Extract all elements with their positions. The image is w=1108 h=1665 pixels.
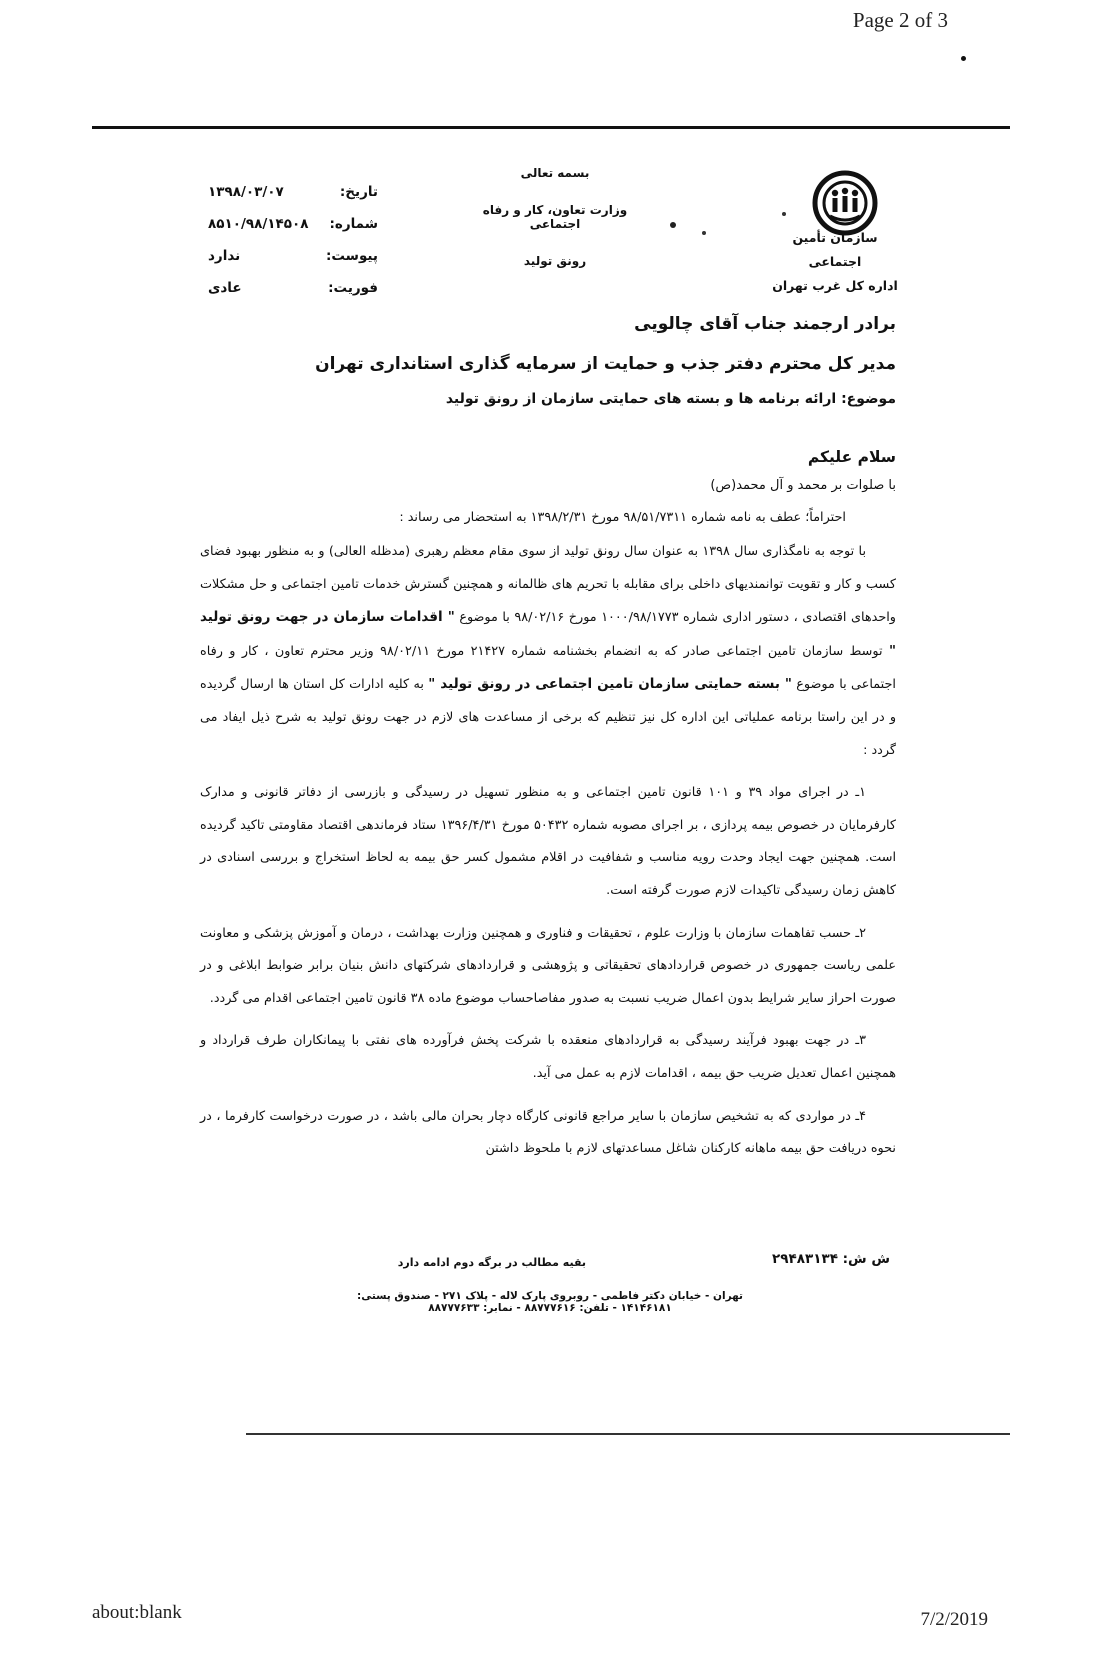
meta-priority-label: فوریت: [328,280,378,296]
basmala: بسمه تعالی [520,166,590,180]
scan-speck [782,212,786,216]
intro-line: احتراماً؛ عطف به نامه شماره ۹۸/۵۱/۷۳۱۱ مورخ ۱۳۹۸/۲/۳۱ به استحضار می رساند : [399,510,846,525]
org-line-2: اداره کل غرب تهران [772,278,898,293]
scan-speck [670,222,676,228]
list-item-2: ۲ـ حسب تفاهمات سازمان با وزارت علوم ، تحقیقات و فناوری و همچنین وزارت بهداشت ، درمان و آموزش پزشکی و معاونت علمی ریاست جمهوری در خصوص قراردادهای تحقیقاتی و پژوهشی و قراردادهای شرکتهای دانش بنیان برابر ضوابط ابلاغی و در صورت احراز سایر شرایط بدون اعمال ضریب نسبت به صدور مفاصاحساب موضوع ماده ۳۸ قانون تامین اجتماعی اقدام می گردد. [200,925,896,1006]
scan-speck [702,231,706,235]
meta-number-label: شماره: [329,216,378,232]
recipient-name: برادر ارجمند جناب آقای چالویی [634,314,896,334]
office-address: تهران - خیابان دکتر فاطمی - روبروی پارک لاله - پلاک ۲۷۱ - صندوق پستی: ۱۴۱۴۶۱۸۱ - تلفن: ۸۸۷۷۷۶۱۶ - نمابر: ۸۸۷۷۷۶۳۳ [357,1290,743,1314]
list-item-1: ۱ـ در اجرای مواد ۳۹ و ۱۰۱ قانون تامین اجتماعی و به منظور تسهیل در رسیدگی و بازرسی از دفاتر قانونی و مدارک کارفرمایان در خصوص بیمه پردازی ، بر اجرای مصوبه شماره ۵۰۴۳۲ مورخ ۱۳۹۶/۴/۳۱ ستاد فرماندهی اقتصاد مقاومتی تاکید گردیده است. همچنین جهت ایجاد وحدت رویه مناسب و شفافیت در اقلام مشمول کسر حق بیمه به لحاظ استخراج و بررسی اسنادی در کاهش زمان رسیدگی تاکیدات لازم صورت گرفته است. [200,785,897,898]
meta-date [208,176,378,208]
print-footer-date: 7/2/2019 [920,1609,988,1630]
meta-number-value: ۸۵۱۰/۹۸/۱۴۵۰۸ [208,216,309,232]
year-motto: رونق تولید [523,254,587,268]
main-paragraph [200,536,896,767]
greeting: سلام علیکم [807,448,896,466]
meta-number [208,208,378,240]
main-paragraph-part-e: به کلیه ادارات کل استان ها ارسال گردیده و در این راستا برنامه عملیاتی این اداره کل نیز تنظیم که برخی از مساعدت های لازم در جهت رونق تولید به شرح ذیل ایفاد می گردد : [200,677,896,758]
meta-priority-value: عادی [208,280,242,296]
meta-date-value: ۱۳۹۸/۰۳/۰۷ [208,184,284,200]
print-footer-url: about:blank [92,1602,182,1623]
organization-name [770,226,900,298]
list-item-4: ۴ـ در مواردی که به تشخیص سازمان با سایر مراجع قانونی کارگاه دچار بحران مالی باشد ، در صورت درخواست کارفرما ، در نحوه دریافت حق بیمه ماهانه کارکنان شاغل مساعدتهای لازم با ملحوظ داشتن [200,1108,896,1157]
list-item-3: ۳ـ در جهت بهبود فرآیند رسیدگی به قراردادهای منعقده با شرکت پخش فرآورده های نفتی با پیمانکاران طرف قرارداد و همچنین اعمال تعدیل ضریب حق بیمه ، اقدامات لازم به عمل می آید. [200,1033,896,1081]
main-paragraph-title-2: " بسته حمایتی سازمان تامین اجتماعی در رونق تولید " [428,676,792,693]
continuation-note: بقیه مطالب در برگه دوم ادامه دارد [397,1256,586,1269]
main-paragraph-part-c: توسط سازمان تامین اجتماعی صادر که به انضمام بخشنامه شماره ۲۱۴۲۷ مورخ ۹۸/۰۲/۱۱ وزیر محترم تعاون ، کار و رفاه اجتماعی با موضوع [200,643,896,693]
main-paragraph-title-1: " اقدامات سازمان در جهت رونق تولید " [200,609,896,659]
meta-attachment-value: ندارد [208,248,241,264]
salavat-line: با صلوات بر محمد و آل محمد(ص) [710,478,896,493]
letter-subject: موضوع: ارائه برنامه ها و بسته های حمایتی سازمان از رونق تولید [445,391,896,407]
stray-dot [961,56,966,61]
meta-attachment [208,240,378,272]
meta-date-label: تاریخ: [339,184,378,200]
meta-attachment-label: پیوست: [325,248,378,264]
recipient-title: مدیر کل محترم دفتر جذب و حمایت از سرمایه گذاری استانداری تهران [315,354,896,374]
header-center [470,166,640,291]
letter-body [200,304,896,1166]
letter-meta [208,176,378,304]
main-paragraph-part-a: با توجه به نامگذاری سال ۱۳۹۸ به عنوان سال رونق تولید از سوی مقام معظم رهبری (مدظله العالی) و به منظور بهبود فضای کسب و کار و تقویت توانمندیهای داخلی برای مقابله با تحریم های ظالمانه و همچنین گسترش خدمات تامین اجتماعی و حل مشکلات واحدهای اقتصادی ، دستور اداری شماره ۱۰۰۰/۹۸/۱۷۷۳ مورخ ۹۸/۰۲/۱۶ با موضوع [200,544,896,626]
print-page-indicator: Page 2 of 3 [852,8,948,32]
org-line-1: سازمان تأمین اجتماعی [792,230,878,269]
bottom-rule [246,1433,1010,1435]
top-rule [92,126,1010,129]
meta-priority [208,272,378,304]
ministry-name: وزارت تعاون، کار و رفاه اجتماعی [482,203,628,231]
document-code: ش ش: ۲۹۴۸۳۱۳۴ [772,1251,890,1267]
